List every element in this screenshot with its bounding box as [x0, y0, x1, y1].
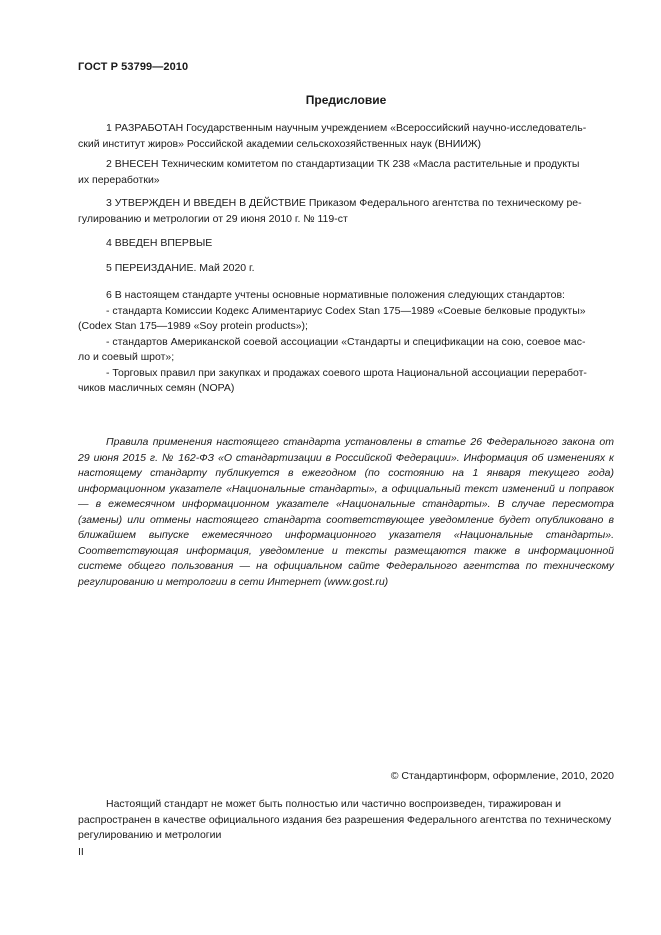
foreword-item-6-sub-2-line-2: ло и соевый шрот»;: [78, 351, 175, 363]
foreword-item-4-text: 4 ВВЕДЕН ВПЕРВЫЕ: [106, 237, 213, 249]
page-number: II: [78, 846, 84, 858]
foreword-item-6: [78, 288, 614, 397]
foreword-item-6-sub-1-line-1: - стандарта Комиссии Кодекс Алиментариус Codex Stan 175—1989 «Соевые белковые продукты»: [106, 304, 586, 317]
copyright-line: © Стандартинформ, оформление, 2010, 2020: [390, 770, 614, 782]
foreword-item-6-sub-2-line-1: - стандартов Американской соевой ассоциации «Стандарты и спецификации на сою, соевое мас-: [106, 335, 586, 348]
reproduction-notice: Настоящий стандарт не может быть полностью или частично воспроизведен, тиражирован и распространен в качестве официального издания без разрешения Федерального агентства по техническому регулированию и метрологии: [78, 798, 612, 841]
foreword-item-1-line-2: ский институт жиров» Российской академии сельскохозяйственных наук (ВНИИЖ): [78, 137, 481, 150]
foreword-item-6-sub-3-line-2: чиков масличных семян (NOPA): [78, 382, 235, 394]
document-code: ГОСТ Р 53799—2010: [78, 61, 189, 73]
foreword-item-6-sub-1-line-2: (Codex Stan 175—1989 «Soy protein products»);: [78, 320, 308, 332]
foreword-item-5: [78, 261, 614, 277]
foreword-item-6-sub-3-line-1: - Торговых правил при закупках и продажах соевого шрота Национальной ассоциации переработ-: [106, 366, 587, 379]
foreword-item-6-line-1: 6 В настоящем стандарте учтены основные нормативные положения следующих стандартов:: [106, 289, 565, 301]
foreword-item-2: [78, 157, 614, 188]
page-title: Предисловие: [305, 93, 387, 107]
standard-application-notice: Правила применения настоящего стандарта установлены в статье 26 Федерального закона от 29 июня 2015 г. № 162-ФЗ «О стандартизации в Российской Федерации». Информация об изменениях к настоящему стандарту публикуется в ежегодном (по состоянию на 1 января текущего года) информационном указателе «Национальные стандарты», а официальный текст изменений и поправок — в ежемесячном информационном указателе «Национальные стандарты». В случае пересмотра (замены) или отмены настоящего стандарта соответствующее уведомление будет опубликовано в ближайшем выпуске ежемесячного информационного указателя «Национальные стандарты». Соответствующая информация, уведомление и тексты размещаются также в информационной системе общего пользования — на официальном сайте Федерального агентства по техническому регулированию и метрологии в сети Интернет (www.gost.ru): [78, 436, 614, 588]
foreword-item-3-line-1: 3 УТВЕРЖДЕН И ВВЕДЕН В ДЕЙСТВИЕ Приказом Федерального агентства по техническому ре-: [106, 197, 582, 209]
foreword-item-1-line-1: 1 РАЗРАБОТАН Государственным научным учреждением «Всероссийский научно-исследователь-: [106, 122, 587, 134]
foreword-item-1: [78, 121, 614, 152]
foreword-item-2-line-1: 2 ВНЕСЕН Техническим комитетом по стандартизации ТК 238 «Масла растительные и продукты: [106, 158, 580, 170]
foreword-item-2-line-2: их переработки»: [78, 173, 160, 186]
foreword-item-4: [78, 236, 614, 252]
foreword-item-5-text: 5 ПЕРЕИЗДАНИЕ. Май 2020 г.: [106, 262, 255, 274]
foreword-item-3: [78, 196, 614, 227]
foreword-item-3-line-2: гулированию и метрологии от 29 июня 2010 г. № 119-ст: [78, 212, 348, 225]
